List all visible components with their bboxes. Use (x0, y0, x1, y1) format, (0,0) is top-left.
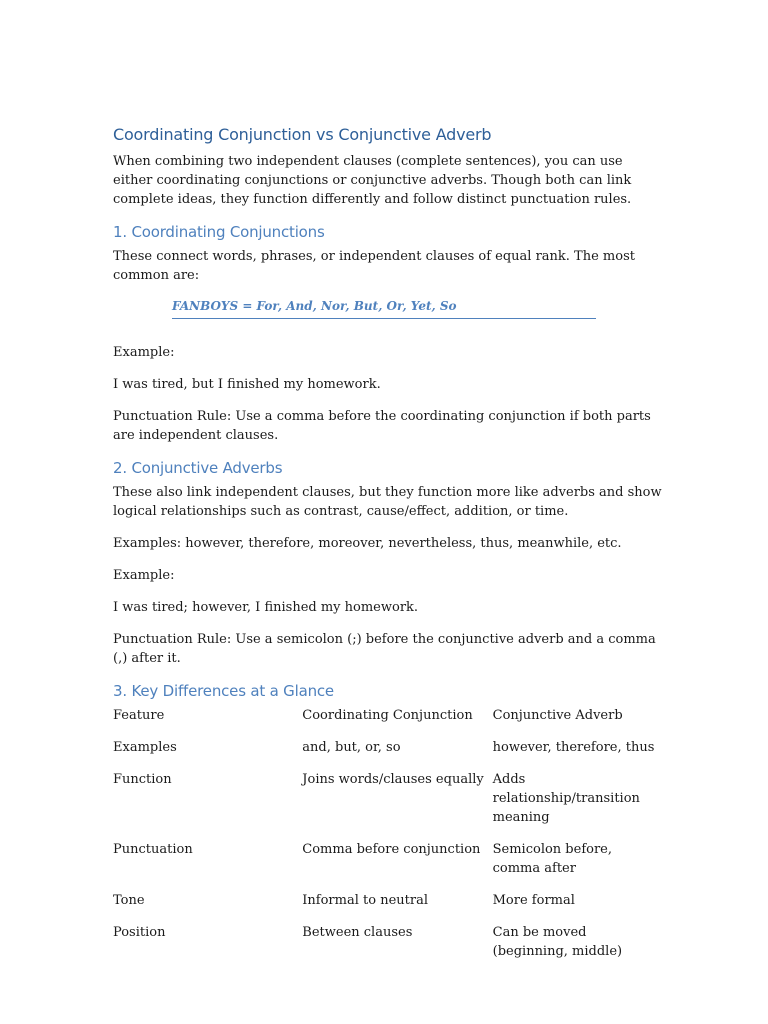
section1-rule: Punctuation Rule: Use a comma before the coordinating conjunction if both parts are independent clauses. (113, 409, 651, 443)
table-header-row (113, 706, 663, 738)
table-header-cell: Conjunctive Adverb (492, 708, 623, 723)
table-cell: Joins words/clauses equally (302, 772, 484, 787)
section2-example-label: Example: (113, 568, 175, 583)
differences-table (113, 706, 663, 974)
table-header-cell: Feature (113, 708, 165, 723)
table-cell: Function (113, 772, 172, 787)
table-cell: Informal to neutral (302, 893, 428, 908)
section2-rule: Punctuation Rule: Use a semicolon (;) before the conjunctive adverb and a comma (,) after it. (113, 632, 656, 666)
section1-body: These connect words, phrases, or independent clauses of equal rank. The most common are: (113, 249, 635, 283)
table-header-cell: Coordinating Conjunction (302, 708, 473, 723)
table-row (113, 840, 663, 891)
table-cell: Can be moved (beginning, middle) (492, 925, 623, 959)
section-heading-differences: 3. Key Differences at a Glance (113, 682, 334, 700)
table-cell: More formal (492, 893, 575, 908)
table-cell: Tone (113, 893, 145, 908)
table-cell: Comma before conjunction (302, 842, 481, 857)
table-cell: Between clauses (302, 925, 413, 940)
section1-example: I was tired, but I finished my homework. (113, 377, 381, 392)
table-row (113, 770, 663, 840)
fanboys-quote: FANBOYS = For, And, Nor, But, Or, Yet, So (172, 298, 596, 319)
document-body (113, 124, 663, 974)
table-cell: Punctuation (113, 842, 193, 857)
table-cell: Position (113, 925, 166, 940)
table-row (113, 891, 663, 923)
table-row (113, 923, 663, 974)
section-heading-coordinating: 1. Coordinating Conjunctions (113, 223, 325, 241)
table-cell: Examples (113, 740, 177, 755)
table-row (113, 738, 663, 770)
table-cell: Semicolon before, comma after (492, 842, 612, 876)
section1-example-label: Example: (113, 345, 175, 360)
section2-body: These also link independent clauses, but they function more like adverbs and show logical relationships such as contrast, cause/effect, addition, or time. (113, 485, 662, 519)
section-heading-conjunctive: 2. Conjunctive Adverbs (113, 459, 283, 477)
intro-paragraph: When combining two independent clauses (complete sentences), you can use either coordinating conjunctions or conjunctive adverbs. Though both can link complete ideas, they function differently and follow distinct punctuation rules. (113, 154, 632, 207)
table-cell: however, therefore, thus (492, 740, 655, 755)
table-cell: and, but, or, so (302, 740, 401, 755)
table-cell: Adds relationship/transition meaning (492, 772, 640, 825)
section2-examples: Examples: however, therefore, moreover, nevertheless, thus, meanwhile, etc. (113, 536, 622, 551)
page-title: Coordinating Conjunction vs Conjunctive Adverb (113, 125, 492, 144)
section2-example: I was tired; however, I finished my homework. (113, 600, 419, 615)
